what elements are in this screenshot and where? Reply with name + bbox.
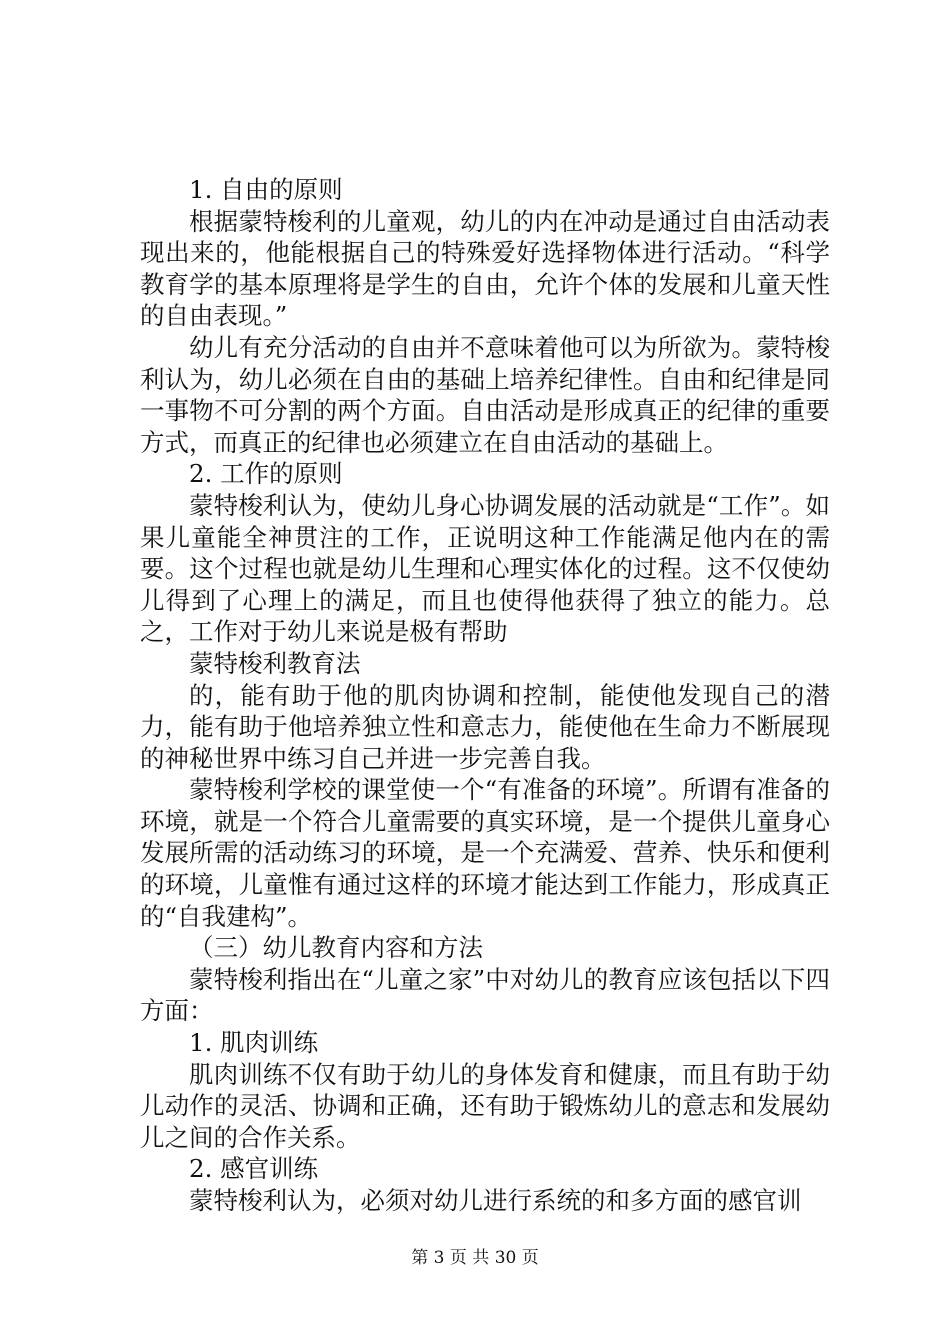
paragraph: 蒙特梭利教育法 xyxy=(189,648,361,678)
paragraph: 幼儿有充分活动的自由并不意味着他可以为所欲为。蒙特梭利认为，幼儿必须在自由的基础上培养纪律性。自由和纪律是同一事物不可分割的两个方面。自由活动是形成真正的纪律的重要方式，而真正的纪律也必须建立在自由活动的基础上。 xyxy=(140,332,830,457)
paragraph: 的，能有助于他的肌肉协调和控制，能使他发现自己的潜力，能有助于他培养独立性和意志力，能使他在生命力不断展现的神秘世界中练习自己并进一步完善自我。 xyxy=(140,680,830,773)
heading-work-principle: 2. 工作的原则 xyxy=(189,459,343,489)
page-footer: 第 3 页 共 30 页 xyxy=(411,1248,539,1268)
paragraph: 蒙特梭利认为，必须对幼儿进行系统的和多方面的感官训 xyxy=(189,1186,802,1215)
paragraph: 根据蒙特梭利的儿童观，幼儿的内在冲动是通过自由活动表现出来的，他能根据自己的特殊爱好选择物体进行活动。“科学教育学的基本原理将是学生的自由，允许个体的发展和儿童天性的自由表现。” xyxy=(140,206,830,331)
paragraph: 蒙特梭利指出在“儿童之家”中对幼儿的教育应该包括以下四方面： xyxy=(140,964,830,1026)
heading-sensory-training: 2. 感官训练 xyxy=(189,1154,319,1184)
paragraph: 蒙特梭利认为，使幼儿身心协调发展的活动就是“工作”。如果儿童能全神贯注的工作，正说明这种工作能满足他内在的需要。这个过程也就是幼儿生理和心理实体化的过程。这不仅使幼儿得到了心理上的满足，而且也使得他获得了独立的能力。总之，工作对于幼儿来说是极有帮助 xyxy=(140,490,830,647)
paragraph: 蒙特梭利学校的课堂使一个“有准备的环境”。所谓有准备的环境，就是一个符合儿童需要的真实环境，是一个提供儿童身心发展所需的活动练习的环境，是一个充满爱、营养、快乐和便利的环境，儿童惟有通过这样的环境才能达到工作能力，形成真正的“自我建构”。 xyxy=(140,775,830,931)
section-heading: （三）幼儿教育内容和方法 xyxy=(189,933,483,963)
paragraph: 肌肉训练不仅有助于幼儿的身体发育和健康，而且有助于幼儿动作的灵活、协调和正确，还有助于锻炼幼儿的意志和发展幼儿之间的合作关系。 xyxy=(140,1059,830,1152)
heading-freedom-principle: 1. 自由的原则 xyxy=(189,175,343,204)
heading-muscle-training: 1. 肌肉训练 xyxy=(189,1028,319,1058)
body-text xyxy=(140,174,830,1217)
